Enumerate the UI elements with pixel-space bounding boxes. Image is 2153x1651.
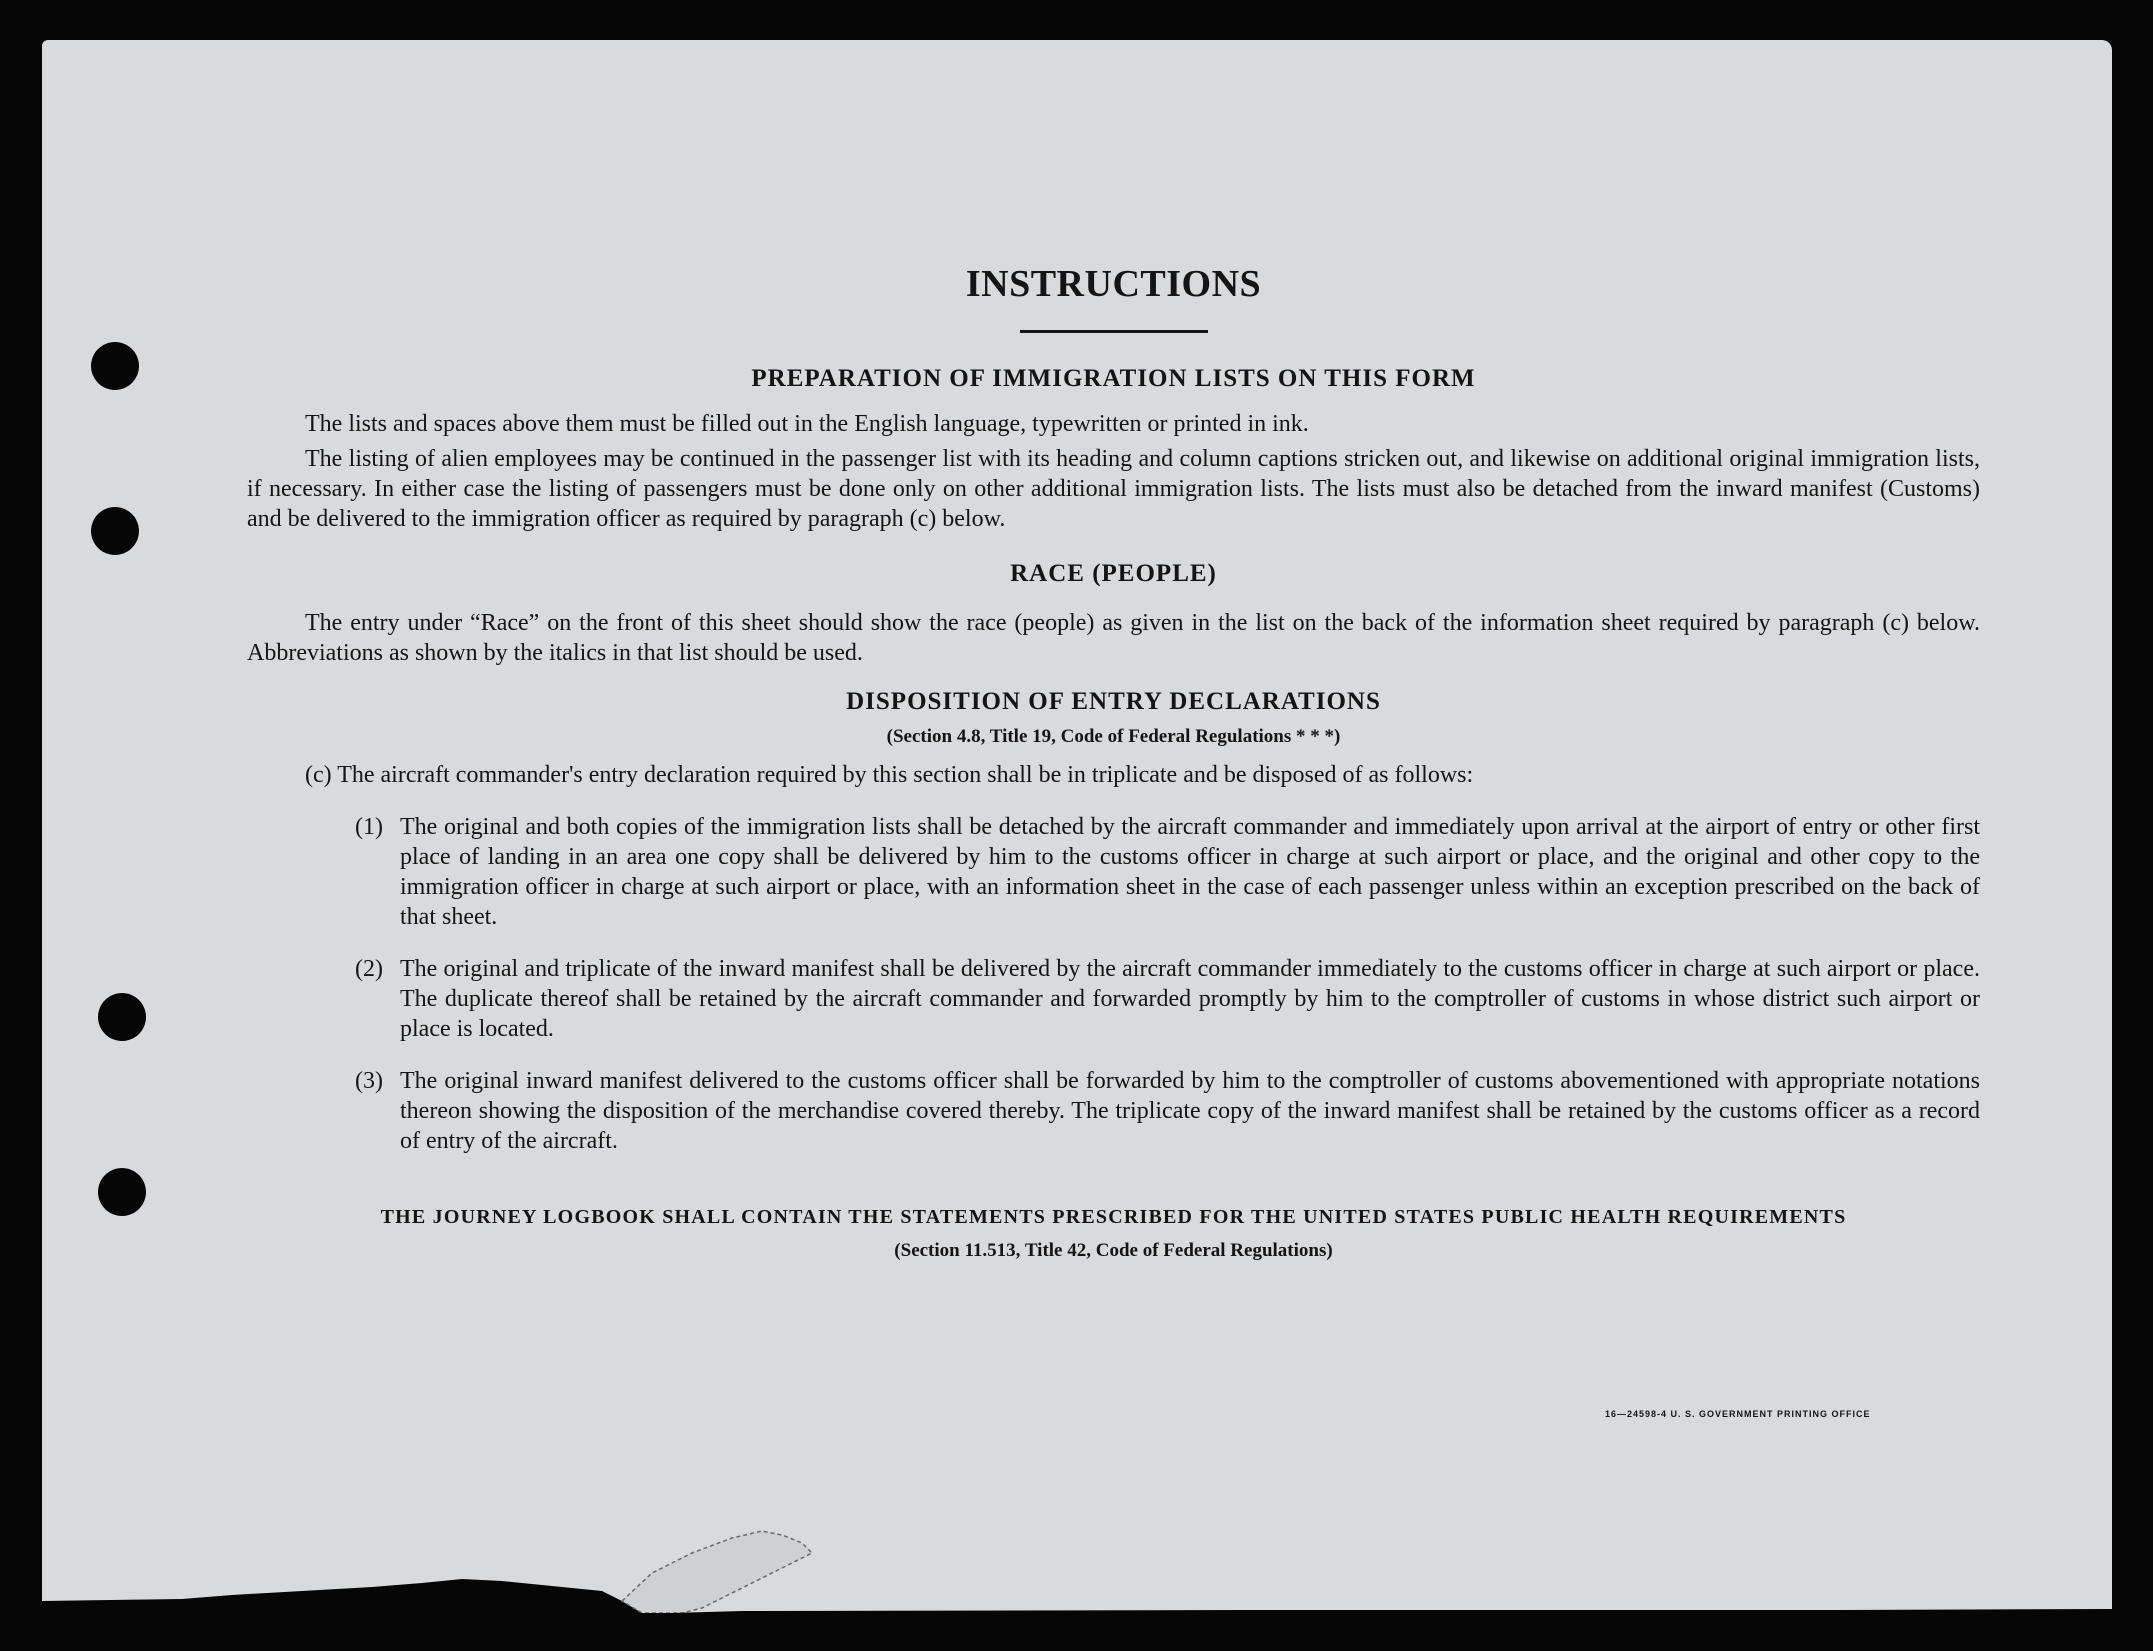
punch-hole-3 [98,993,146,1041]
disposition-citation: (Section 4.8, Title 19, Code of Federal Regulations * * *) [886,726,1341,747]
instructions-body [247,262,1980,1266]
list-item-text: The original inward manifest delivered to the customs officer shall be forwarded by him to the comptroller of customs abovementioned with appropriate notations thereon showing the disposition of the merchandise covered thereby. The triplicate copy of the inward manifest shall be retained by the customs officer as a record of entry of the aircraft. [400,1068,1980,1154]
punch-hole-1 [91,342,139,390]
paragraph-preparation-2: The listing of alien employees may be continued in the passenger list with its heading and column captions stricken out, and likewise on additional original immigration lists, if necessary. In either case the listing of passengers must be done only on other additional immigration lists. The lists must also be detached from the inward manifest (Customs) and be delivered to the immigration officer as required by paragraph (c) below. [247,446,1980,532]
section-heading-preparation: PREPARATION OF IMMIGRATION LISTS ON THIS FORM [751,365,1476,392]
document-page [42,40,2112,1613]
list-item-3 [355,1066,1980,1156]
paragraph-preparation-1: The lists and spaces above them must be filled out in the English language, typewritten or printed in ink. [305,411,1309,437]
torn-bottom-edge [42,1483,2112,1613]
list-item-2 [355,954,1980,1044]
section-heading-race: RACE (PEOPLE) [1010,560,1217,587]
public-health-notice: THE JOURNEY LOGBOOK SHALL CONTAIN THE STATEMENTS PRESCRIBED FOR THE UNITED STATES PUBLIC HEALTH REQUIREMENTS [380,1206,1847,1228]
punch-hole-2 [91,507,139,555]
paragraph-race: The entry under “Race” on the front of this sheet should show the race (people) as given in the list on the back of the information sheet required by paragraph (c) below. Abbreviations as shown by the italics in that list should be used. [247,610,1980,666]
title-rule [1020,330,1208,333]
list-item-number: (2) [355,956,383,982]
list-item-text: The original and both copies of the immigration lists shall be detached by the aircraft commander and immediately upon arrival at the airport of entry or other first place of landing in an area one copy shall be delivered by him to the customs officer in charge at such airport or place, and the original and other copy to the immigration officer in charge at such airport or place, with an information sheet in the case of each passenger unless within an exception prescribed on the back of that sheet. [400,814,1980,930]
punch-hole-4 [98,1168,146,1216]
list-item-text: The original and triplicate of the inward manifest shall be delivered by the aircraft commander immediately to the customs officer in charge at such airport or place. The duplicate thereof shall be retained by the aircraft commander and forwarded promptly by him to the comptroller of customs in whose district such airport or place is located. [400,956,1980,1042]
list-item-1 [355,812,1980,932]
list-item-number: (1) [355,814,383,840]
public-health-citation: (Section 11.513, Title 42, Code of Federal Regulations) [894,1240,1333,1261]
page-title: INSTRUCTIONS [965,263,1262,305]
list-item-number: (3) [355,1068,383,1094]
section-heading-disposition: DISPOSITION OF ENTRY DECLARATIONS [846,688,1381,715]
printer-imprint: 16—24598-4 U. S. GOVERNMENT PRINTING OFFICE [1605,1409,1871,1419]
paragraph-disposition-c: (c) The aircraft commander's entry declaration required by this section shall be in triplicate and be disposed of as follows: [305,762,1474,788]
